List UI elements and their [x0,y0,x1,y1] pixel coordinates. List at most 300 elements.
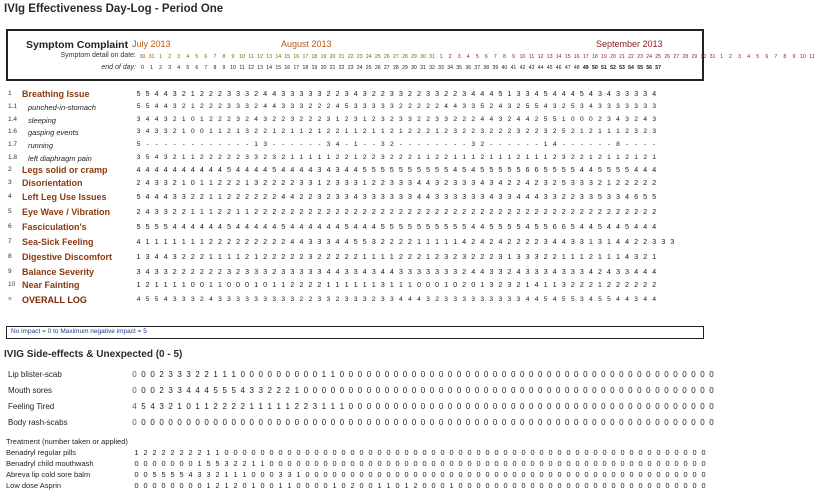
value-cell: 0 [141,386,146,395]
day-cell: 42 [519,65,526,71]
value-cell: - [318,141,321,148]
value-cell: 2 [534,116,539,123]
value-cell: 1 [507,252,512,261]
value-cell: - [454,141,457,148]
value-cell: 3 [317,192,322,201]
value-cell: 2 [435,103,439,110]
value-cell: 3 [177,386,182,395]
symptom-label: sleeping [28,116,56,125]
date-cell: 9 [512,54,515,60]
value-cell: 0 [422,470,427,479]
value-cell: 4 [190,222,195,231]
value-cell: 0 [584,481,589,490]
value-cell: 4 [145,128,150,135]
value-cell: 2 [426,128,430,135]
value-cell: 1 [579,128,584,135]
value-cell: 0 [593,470,598,479]
value-cell: 0 [368,481,373,490]
value-cell: 5 [498,165,503,174]
value-cell: 1 [579,252,584,261]
value-cell: 3 [489,267,494,276]
symptom-label: gasping events [28,128,79,137]
value-cell: 5 [498,222,503,231]
value-cell: 0 [204,418,209,427]
value-cell: - [635,141,638,148]
value-cell: 3 [290,116,295,123]
date-cell: 26 [383,54,390,60]
detail-date-label: Symptom detail on date: [60,52,136,59]
value-cell: 0 [190,116,195,123]
value-cell: 0 [141,418,146,427]
date-cell: 28 [682,54,689,60]
value-cell: 2 [208,237,213,246]
value-cell: 4 [326,267,331,276]
value-cell: 0 [637,370,642,379]
value-cell: 2 [489,237,494,246]
value-cell: 4 [299,165,304,174]
value-cell: 2 [326,103,331,110]
value-cell: 1 [231,370,236,379]
value-cell: 1 [597,252,602,261]
value-cell: 2 [181,252,186,261]
value-cell: 2 [168,402,173,411]
value-cell: 0 [420,386,426,395]
value-cell: 3 [371,267,376,276]
symptom-values [134,103,659,110]
value-cell: 0 [449,448,454,457]
value-cell: - [209,141,212,148]
value-cell: 0 [332,459,337,468]
value-cell: 2 [281,128,286,135]
value-cell: 2 [236,237,241,246]
value-cell: 0 [321,418,327,427]
value-cell: 3 [281,267,286,276]
value-cell: 1 [335,280,340,289]
value-cell: 0 [161,459,166,468]
symptom-number: 2 [8,166,12,173]
value-cell: 2 [634,178,639,187]
value-cell: 1 [236,207,241,216]
value-cell: 4 [425,178,431,187]
value-cell: 5 [213,386,218,395]
date-cell: 3 [177,54,181,60]
value-cell: 2 [263,178,268,187]
day-cell: 46 [555,65,562,71]
value-cell: 3 [272,296,277,303]
value-cell: 0 [589,116,593,123]
value-cell: 3 [353,267,358,276]
value-cell: 0 [366,402,372,411]
day-cell: 22 [338,65,345,71]
value-cell: 0 [456,418,462,427]
value-cell: 1 [598,128,602,135]
value-cell: 2 [263,154,268,161]
value-cell: 3 [317,267,322,276]
value-cell: 0 [674,470,679,479]
value-cell: 5 [606,165,611,174]
value-cell: 0 [521,481,526,490]
value-cell: 4 [416,178,421,187]
value-cell: 0 [393,370,399,379]
day-cell: 20 [320,65,327,71]
value-cell: 3 [371,192,376,201]
value-cell: 0 [386,448,391,457]
value-cell: 4 [471,222,476,231]
value-cell: 2 [188,448,193,457]
value-cell: 2 [226,178,232,187]
value-cell: 2 [215,470,220,479]
value-cell: 5 [543,222,548,231]
value-cell: 5 [570,296,575,303]
value-cell: 1 [362,116,367,123]
value-cell: 0 [619,386,624,395]
value-cell: 5 [145,296,150,303]
value-cell: 1 [206,448,211,457]
value-cell: 5 [462,222,467,231]
symptom-row [0,294,710,306]
value-cell: 0 [226,280,232,289]
value-cell: - [236,141,240,148]
value-cell: 0 [395,470,400,479]
value-cell: 2 [159,386,164,395]
value-cell: 5 [615,165,621,174]
value-cell: 1 [215,448,220,457]
value-cell: 0 [312,370,318,379]
value-cell: 4 [272,89,277,98]
value-cell: 4 [480,267,485,276]
value-cell: 4 [335,237,340,246]
value-cell: 0 [429,386,435,395]
value-cell: 2 [217,89,222,98]
value-cell: 5 [597,222,602,231]
date-cell: 16 [573,54,580,60]
value-cell: 5 [561,128,566,135]
value-cell: 1 [208,207,213,216]
value-cell: 0 [323,448,328,457]
value-cell: - [164,141,167,148]
value-cell: 3 [299,89,304,98]
value-cell: 2 [552,207,557,216]
value-cell: 1 [163,280,168,289]
date-cell: 3 [738,54,742,60]
value-cell: 0 [638,470,643,479]
symptom-row [0,177,710,189]
value-cell: 5 [579,89,584,98]
value-cell: 0 [330,386,336,395]
value-cell: 0 [557,459,562,468]
value-cell: 0 [471,280,476,289]
symptom-label: left diaphragm pain [28,154,92,163]
value-cell: 5 [226,165,232,174]
value-cell: 0 [366,386,372,395]
date-cell: 21 [619,54,625,60]
value-cell: 2 [561,192,566,201]
value-cell: 1 [213,370,218,379]
value-cell: 2 [181,267,186,276]
value-cell: 4 [209,296,213,303]
value-cell: 0 [411,418,417,427]
day-cell: 24 [356,65,363,71]
value-cell: 2 [326,252,331,261]
value-cell: 0 [384,386,390,395]
value-cell: 5 [643,192,648,201]
value-cell: 0 [440,481,445,490]
value-cell: 0 [260,481,265,490]
value-cell: 2 [326,192,331,201]
value-cell: 2 [498,128,503,135]
value-cell: 0 [305,459,310,468]
value-cell: 3 [181,296,186,303]
value-cell: 2 [435,296,439,303]
symptom-label: Legs solid or cramp [22,165,108,175]
value-cell: 4 [195,386,200,395]
value-cell: 3 [308,237,313,246]
value-cell: 0 [190,128,195,135]
value-cell: 0 [575,459,580,468]
value-cell: 3 [407,192,412,201]
value-cell: 4 [534,89,539,98]
value-cell: 4 [163,252,168,261]
value-cell: 4 [371,222,376,231]
value-cell: 2 [615,207,621,216]
value-cell: 3 [607,116,611,123]
value-cell: 0 [528,418,534,427]
value-cell: 0 [375,370,381,379]
value-cell: 2 [552,178,557,187]
date-cell: 6 [204,54,208,60]
symptom-values [134,252,659,261]
value-cell: 1 [588,237,593,246]
value-cell: 0 [674,448,679,457]
date-cell: 2 [168,54,172,60]
date-cell: 29 [411,54,417,60]
value-cell: - [200,141,203,148]
value-cell: 1 [606,252,611,261]
value-cell: 2 [507,267,512,276]
value-cell: 0 [269,470,274,479]
value-cell: 3 [236,116,240,123]
value-cell: 0 [655,402,660,411]
value-cell: 0 [267,418,272,427]
value-cell: - [218,141,222,148]
value-cell: 3 [453,267,458,276]
value-cell: 1 [543,141,548,148]
value-cell: 0 [402,386,408,395]
side-effect-row [0,369,714,381]
value-cell: 2 [326,207,331,216]
value-cell: 0 [188,481,193,490]
value-cell: 0 [682,386,687,395]
value-cell: - [227,141,231,148]
value-cell: 0 [143,481,148,490]
value-cell: 4 [217,222,222,231]
day-cell: 2 [159,65,163,71]
value-cell: 0 [366,418,372,427]
value-cell: 3 [407,267,412,276]
value-cell: 2 [579,154,584,161]
value-cell: 2 [579,207,584,216]
value-cell: 2 [413,481,418,490]
value-cell: 4 [498,237,503,246]
value-cell: - [146,141,149,148]
value-cell: 0 [465,402,471,411]
day-cell: 16 [284,65,291,71]
treatment-label: Benadryl regular pills [6,448,77,457]
value-cell: 1 [208,252,213,261]
day-cell: 37 [474,65,481,71]
value-cell: 0 [548,459,553,468]
value-cell: 3 [543,267,548,276]
value-cell: 5 [362,237,367,246]
value-cell: 2 [498,207,503,216]
value-cell: 1 [208,280,213,289]
value-cell: 2 [317,116,322,123]
value-cell: 6 [534,165,539,174]
value-cell: 5 [222,386,227,395]
value-cell: 4 [380,267,385,276]
value-cell: - [245,141,249,148]
value-cell: 2 [598,154,602,161]
value-cell: 3 [453,296,457,303]
value-cell: 2 [217,207,222,216]
value-cell: 1 [199,207,204,216]
value-cell: - [363,141,366,148]
value-cell: 5 [272,165,277,174]
value-cell: 3 [435,116,439,123]
value-cell: 0 [359,481,364,490]
side-effect-label: Body rash-scabs [8,418,68,427]
value-cell: 3 [398,267,403,276]
value-cell: 0 [530,448,535,457]
value-cell: 0 [494,459,499,468]
value-cell: 3 [168,370,173,379]
value-cell: 2 [236,178,241,187]
date-cell: 10 [519,54,526,60]
value-cell: 4 [471,165,476,174]
value-cell: 1 [353,141,358,148]
value-cell: 1 [507,89,512,98]
value-cell: 1 [278,481,283,490]
symptom-label: punched-in-stomach [28,103,96,112]
symptom-label: Eye Wave / Vibration [22,207,111,217]
value-cell: 1 [317,154,322,161]
value-cell: 0 [330,418,336,427]
value-cell: 2 [371,178,376,187]
date-cell: 25 [374,54,381,60]
value-cell: 4 [489,116,494,123]
value-cell: 0 [359,470,364,479]
value-cell: 1 [254,280,259,289]
value-cell: 3 [435,178,440,187]
value-cell: 3 [263,267,268,276]
value-cell: 3 [317,89,322,98]
value-cell: 1 [208,178,213,187]
value-cell: - [625,141,629,148]
value-cell: 3 [254,178,259,187]
value-cell: 0 [501,418,507,427]
date-cell: 18 [311,54,318,60]
value-cell: 0 [386,459,391,468]
value-cell: 2 [570,207,575,216]
value-cell: 4 [290,192,295,201]
value-cell: 1 [217,252,222,261]
value-cell: 3 [326,296,331,303]
date-cell: 22 [347,54,354,60]
value-cell: 2 [615,280,621,289]
day-row [138,65,663,71]
value-cell: 0 [483,370,489,379]
value-cell: 1 [254,141,258,148]
value-cell: 4 [163,192,168,201]
value-cell: 0 [519,418,525,427]
value-cell: 3 [263,141,268,148]
value-cell: 0 [528,402,534,411]
value-cell: 5 [141,402,146,411]
value-cell: 1 [543,280,548,289]
value-cell: 0 [701,481,706,490]
value-cell: 2 [597,207,602,216]
value-cell: 4 [172,222,177,231]
value-cell: 2 [380,89,385,98]
date-cell: 28 [401,54,408,60]
side-effect-values [130,370,716,379]
value-cell: 3 [543,237,548,246]
value-cell: 0 [510,402,516,411]
value-cell: 1 [206,481,211,490]
value-cell: 1 [260,459,265,468]
value-cell: 0 [170,459,175,468]
value-cell: 0 [646,418,651,427]
value-cell: 0 [512,470,517,479]
value-cell: 4 [145,178,150,187]
value-cell: 3 [177,370,182,379]
value-cell: 5 [163,222,168,231]
value-cell: 1 [597,280,602,289]
value-cell: - [580,141,583,148]
value-cell: 3 [516,89,521,98]
value-cell: 2 [344,154,349,161]
value-cell: 6 [634,192,639,201]
value-cell: 2 [462,116,467,123]
value-cell: 3 [543,192,548,201]
day-cell: 1 [150,65,154,71]
value-cell: 1 [344,128,349,135]
date-cell: 8 [502,54,506,60]
value-cell: 2 [453,116,457,123]
value-cell: 0 [422,459,427,468]
value-cell: 0 [285,418,290,427]
value-cell: 3 [154,128,159,135]
value-cell: 3 [353,296,358,303]
value-cell: 2 [290,207,295,216]
treatment-row [0,448,710,458]
value-cell: 5 [226,222,232,231]
value-cell: 5 [570,103,575,110]
value-cell: 2 [353,252,358,261]
value-cell: 3 [254,154,258,161]
value-cell: 0 [404,470,409,479]
value-cell: 1 [236,128,240,135]
value-cell: 0 [447,418,453,427]
value-cell: 4 [462,237,467,246]
value-cell: 0 [683,481,688,490]
value-cell: 3 [136,128,141,135]
symptom-values [134,89,659,98]
value-cell: 1 [371,252,376,261]
value-cell: 1 [217,280,222,289]
value-cell: 3 [380,116,385,123]
value-cell: 1 [462,154,467,161]
